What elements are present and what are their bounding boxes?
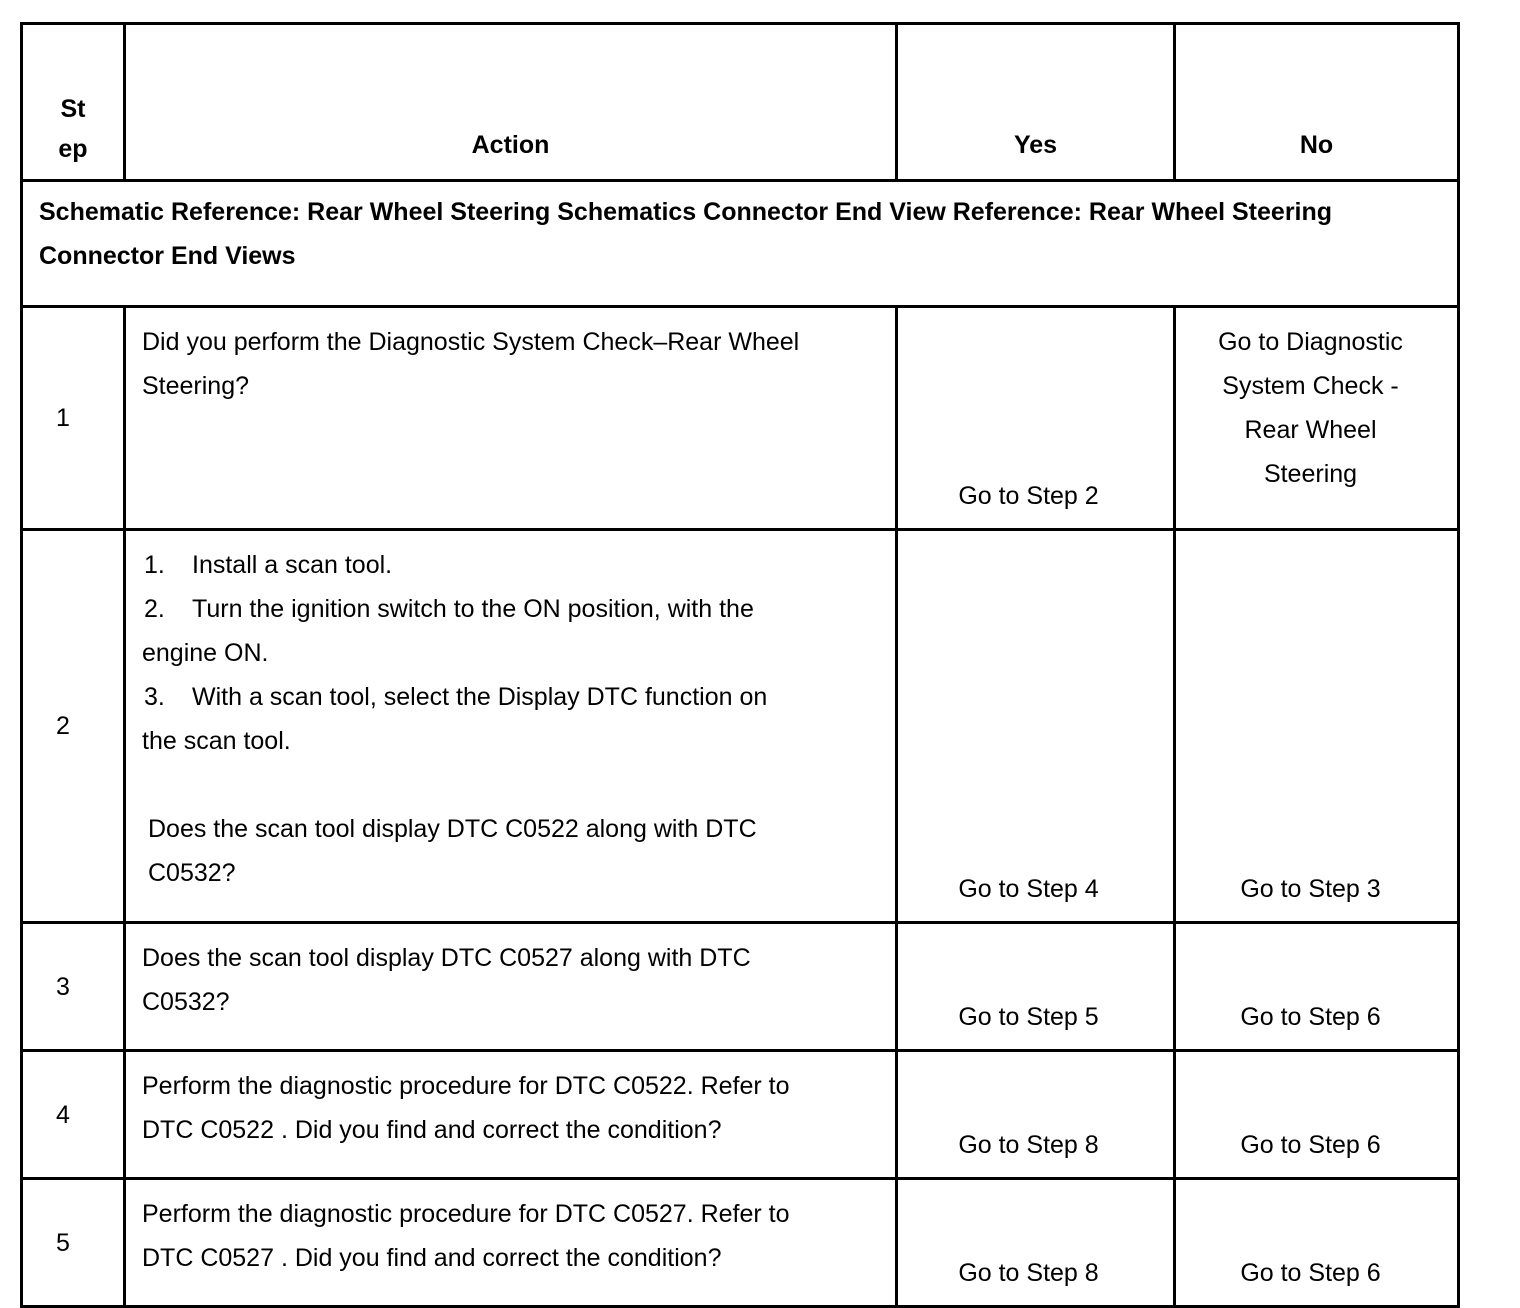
action-text bbox=[125, 530, 897, 923]
yes-cell: Go to Step 8 bbox=[897, 1051, 1175, 1179]
no-cell: Go to Step 3 bbox=[1175, 530, 1459, 923]
step-number: 2 bbox=[22, 530, 125, 923]
no-text: Go to Diagnostic System Check - Rear Wheel Steering bbox=[1218, 328, 1403, 488]
action-paragraph: Does the scan tool display DTC C0527 along with DTC C0532? bbox=[142, 944, 751, 1016]
action-paragraph: Perform the diagnostic procedure for DTC C0522. Refer to DTC C0522 . Did you find and correct the condition? bbox=[142, 1072, 790, 1144]
action-text bbox=[125, 1179, 897, 1307]
table-row bbox=[22, 307, 1459, 530]
table-row bbox=[22, 923, 1459, 1051]
no-cell: Go to Step 6 bbox=[1175, 923, 1459, 1051]
header-step-line1: St bbox=[60, 95, 86, 123]
header-yes: Yes bbox=[897, 24, 1175, 181]
no-cell: Go to Step 6 bbox=[1175, 1179, 1459, 1307]
yes-cell: Go to Step 4 bbox=[897, 530, 1175, 923]
header-step bbox=[22, 24, 125, 181]
action-question: Does the scan tool display DTC C0522 along with DTC C0532? bbox=[148, 815, 757, 887]
no-cell bbox=[1175, 307, 1459, 530]
action-substep: 1. Install a scan tool. bbox=[144, 551, 393, 579]
yes-cell: Go to Step 5 bbox=[897, 923, 1175, 1051]
yes-cell: Go to Step 2 bbox=[897, 307, 1175, 530]
step-number: 3 bbox=[22, 923, 125, 1051]
action-text bbox=[125, 1051, 897, 1179]
action-text bbox=[125, 923, 897, 1051]
header-no: No bbox=[1175, 24, 1459, 181]
yes-cell: Go to Step 8 bbox=[897, 1179, 1175, 1307]
action-steps bbox=[142, 543, 802, 895]
action-paragraph: Perform the diagnostic procedure for DTC C0527. Refer to DTC C0527 . Did you find and correct the condition? bbox=[142, 1200, 790, 1272]
header-action: Action bbox=[125, 24, 897, 181]
action-text bbox=[125, 307, 897, 530]
table-row bbox=[22, 530, 1459, 923]
schematic-reference-row bbox=[22, 181, 1459, 307]
step-number: 4 bbox=[22, 1051, 125, 1179]
step-number: 5 bbox=[22, 1179, 125, 1307]
action-substep: 3. With a scan tool, select the Display DTC function on the scan tool. bbox=[142, 683, 768, 755]
action-substep: 2. Turn the ignition switch to the ON position, with the engine ON. bbox=[142, 595, 754, 667]
action-paragraph: Did you perform the Diagnostic System Check–Rear Wheel Steering? bbox=[142, 328, 800, 400]
step-number: 1 bbox=[22, 307, 125, 530]
no-cell: Go to Step 6 bbox=[1175, 1051, 1459, 1179]
header-row bbox=[22, 24, 1459, 181]
schematic-reference: Schematic Reference: Rear Wheel Steering Schematics Connector End View Reference: Rear Wheel Steering Connector End Views bbox=[22, 181, 1459, 307]
table-row bbox=[22, 1051, 1459, 1179]
diagnostic-table bbox=[20, 22, 1460, 1308]
header-step-line2: ep bbox=[58, 135, 88, 163]
table-row bbox=[22, 1179, 1459, 1307]
